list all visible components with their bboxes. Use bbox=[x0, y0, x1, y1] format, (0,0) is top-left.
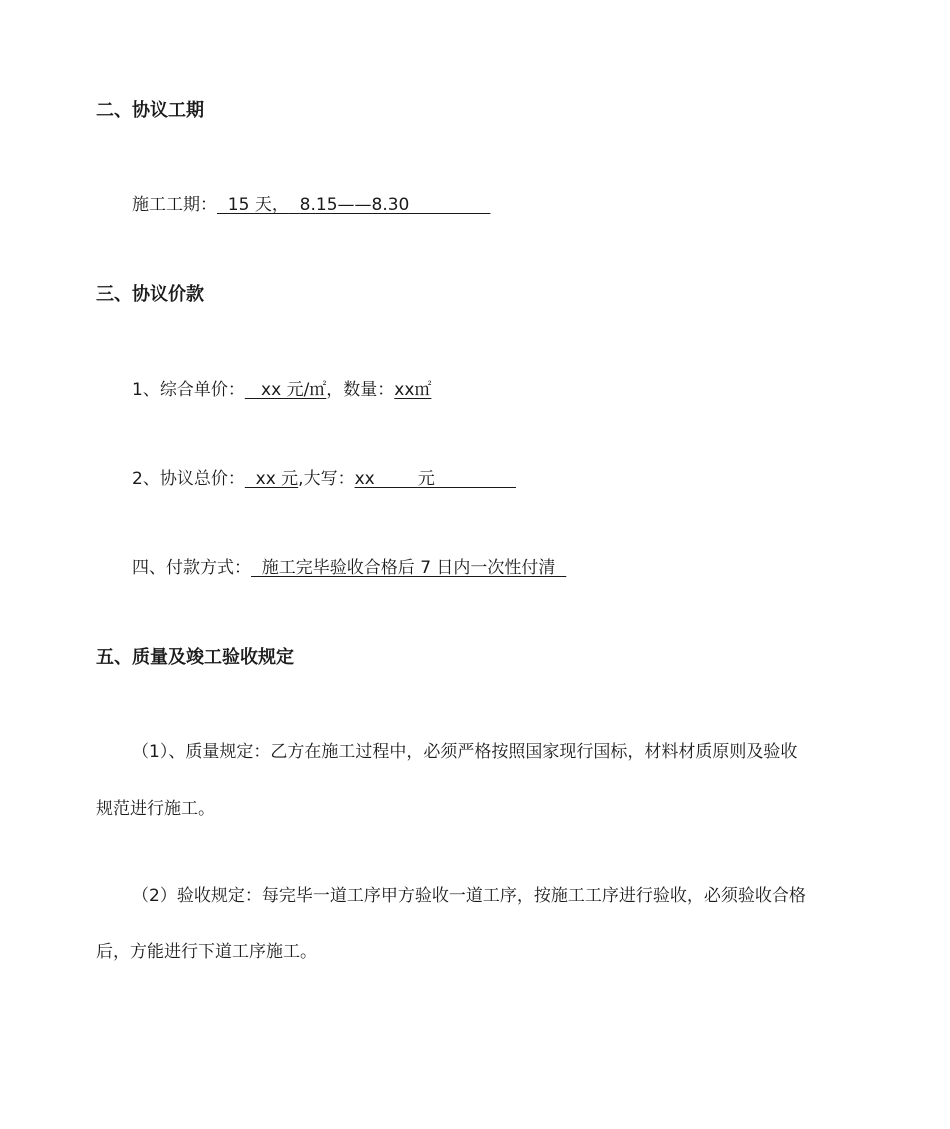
period-range: 8.15——8.30 bbox=[299, 195, 491, 215]
quality-rule-line2: 规范进行施工。 bbox=[96, 799, 215, 819]
total-price-label: 2、协议总价： bbox=[132, 469, 245, 489]
acceptance-rule-line1: （2）验收规定：每完毕一道工序甲方验收一道工序，按施工工序进行验收，必须验收合格 bbox=[132, 886, 806, 906]
quality-rule-line1: （1）、质量规定：乙方在施工过程中，必须严格按照国家现行国标，材料材质原则及验收 bbox=[132, 742, 798, 762]
total-price-line bbox=[132, 468, 516, 490]
section-heading-period: 二、协议工期 bbox=[96, 100, 204, 121]
period-label: 施工工期： bbox=[132, 195, 217, 215]
construction-period-line bbox=[132, 194, 490, 216]
section-heading-quality: 五、质量及竣工验收规定 bbox=[96, 647, 294, 668]
payment-value: 施工完毕验收合格后 7 日内一次性付清 bbox=[251, 558, 567, 578]
unit-price-line bbox=[132, 379, 431, 401]
unit-price-label: 1、综合单价： bbox=[132, 380, 245, 400]
payment-label: 四、付款方式： bbox=[132, 558, 251, 578]
quantity-value: xx㎡ bbox=[394, 380, 432, 400]
total-words-value: xx 元 bbox=[354, 469, 516, 489]
quantity-label: ，数量： bbox=[326, 380, 395, 400]
acceptance-rule-line2: 后，方能进行下道工序施工。 bbox=[96, 942, 317, 962]
total-price-value: xx 元 bbox=[244, 469, 299, 489]
section-heading-price: 三、协议价款 bbox=[96, 284, 204, 305]
period-gap bbox=[289, 195, 300, 215]
unit-price-value: xx 元/㎡ bbox=[244, 380, 327, 400]
payment-method-line bbox=[132, 557, 566, 579]
period-days: 15 天， bbox=[217, 195, 289, 215]
total-words-label: ,大写： bbox=[298, 469, 355, 489]
